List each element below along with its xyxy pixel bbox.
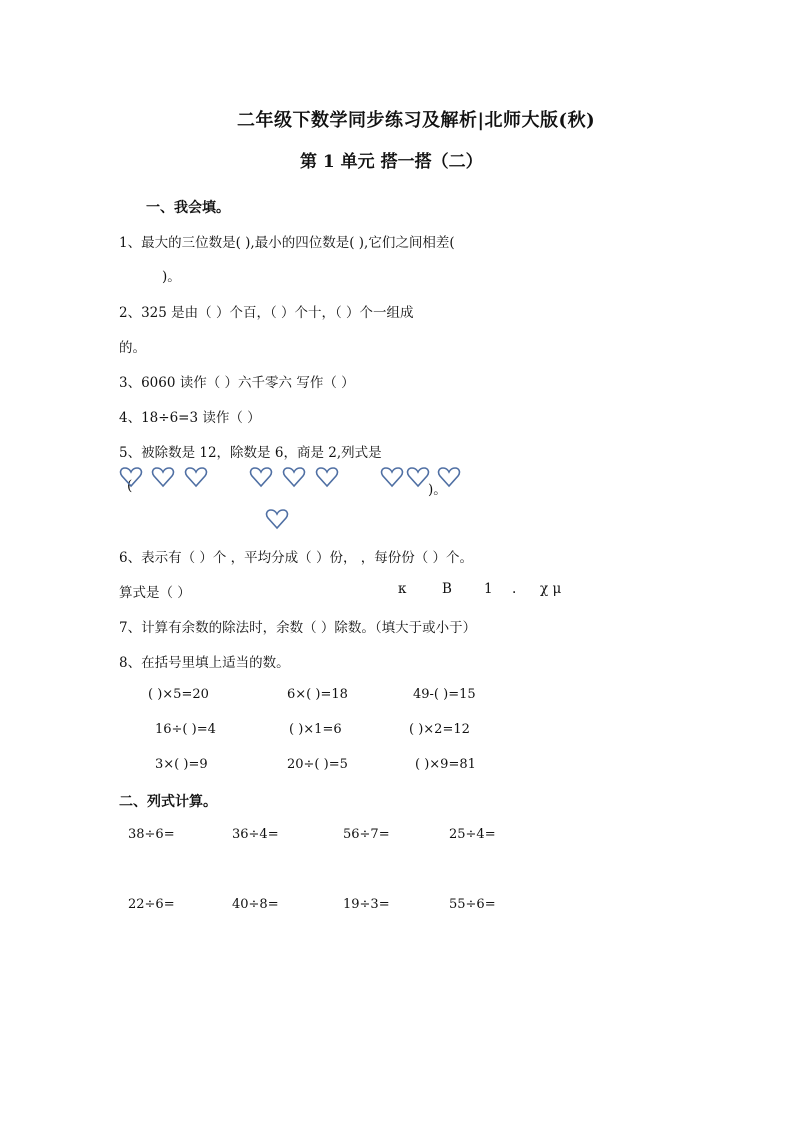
calc-item: 55÷6= [449, 897, 496, 912]
calc-item: 19÷3= [343, 897, 390, 912]
question-2-line-1: 2、325 是由（ ）个百，（ ）个十，（ ）个一组成 [119, 305, 414, 321]
heart-outline-icon [184, 466, 208, 488]
heart-outline-icon [119, 466, 143, 488]
question-8: 8、在括号里填上适当的数。 [119, 655, 290, 671]
calc-item: 38÷6= [128, 827, 175, 842]
heart-outline-icon [437, 466, 461, 488]
q8-item: ( )×2=12 [409, 722, 470, 737]
calc-item: 36÷4= [232, 827, 279, 842]
calc-item: 22÷6= [128, 897, 175, 912]
question-1-line-2: )。 [162, 269, 181, 285]
q6-tail-b: B [442, 581, 452, 597]
question-6-line-1: 6、表示有（ ）个 ，平均分成（ ）份， ，每份份（ ）个。 [119, 550, 474, 566]
q8-item: 6×( )=18 [287, 687, 348, 702]
question-3: 3、6060 读作（ ）六千零六 写作（ ） [119, 375, 355, 391]
q8-item: ( )×5=20 [148, 687, 209, 702]
q6-tail-dot: . [512, 581, 517, 597]
page-title: 二年级下数学同步练习及解析|北师大版(秋) [237, 110, 596, 131]
section-1-heading: 一、我会填。 [146, 200, 230, 216]
q8-item: 20÷( )=5 [287, 757, 348, 772]
q8-item: 16÷( )=4 [155, 722, 216, 737]
heart-outline-icon [315, 466, 339, 488]
q5-bracket-open: ( [127, 478, 133, 494]
heart-outline-icon [282, 466, 306, 488]
q8-item: ( )×1=6 [289, 722, 342, 737]
question-6-line-2: 算式是（ ） [119, 585, 191, 601]
q5-bracket-close: )。 [428, 482, 447, 498]
q6-tail-kappa: κ [398, 581, 407, 597]
heart-outline-icon [406, 466, 430, 488]
heart-outline-icon [380, 466, 404, 488]
section-2-heading: 二、列式计算。 [119, 794, 217, 810]
q6-tail-chi-mu: χ μ [540, 581, 562, 597]
heart-outline-icon [151, 466, 175, 488]
question-2-line-2: 的。 [119, 340, 146, 356]
question-7: 7、计算有余数的除法时，余数（ ）除数。（填大于或小于） [119, 620, 477, 636]
question-5: 5、被除数是 12，除数是 6，商是 2,列式是 [119, 445, 382, 461]
calc-item: 56÷7= [343, 827, 390, 842]
question-4: 4、18÷6=3 读作（ ） [119, 410, 261, 426]
heart-outline-icon [249, 466, 273, 488]
calc-item: 25÷4= [449, 827, 496, 842]
q8-item: ( )×9=81 [415, 757, 476, 772]
question-1-line-1: 1、最大的三位数是( ),最小的四位数是( ),它们之间相差( [119, 235, 455, 251]
q8-item: 49-( )=15 [413, 687, 476, 702]
q6-tail-one: 1 [484, 581, 493, 597]
calc-item: 40÷8= [232, 897, 279, 912]
q8-item: 3×( )=9 [155, 757, 208, 772]
unit-subtitle: 第 1 单元 搭一搭（二） [300, 152, 483, 172]
heart-outline-icon [265, 508, 289, 530]
